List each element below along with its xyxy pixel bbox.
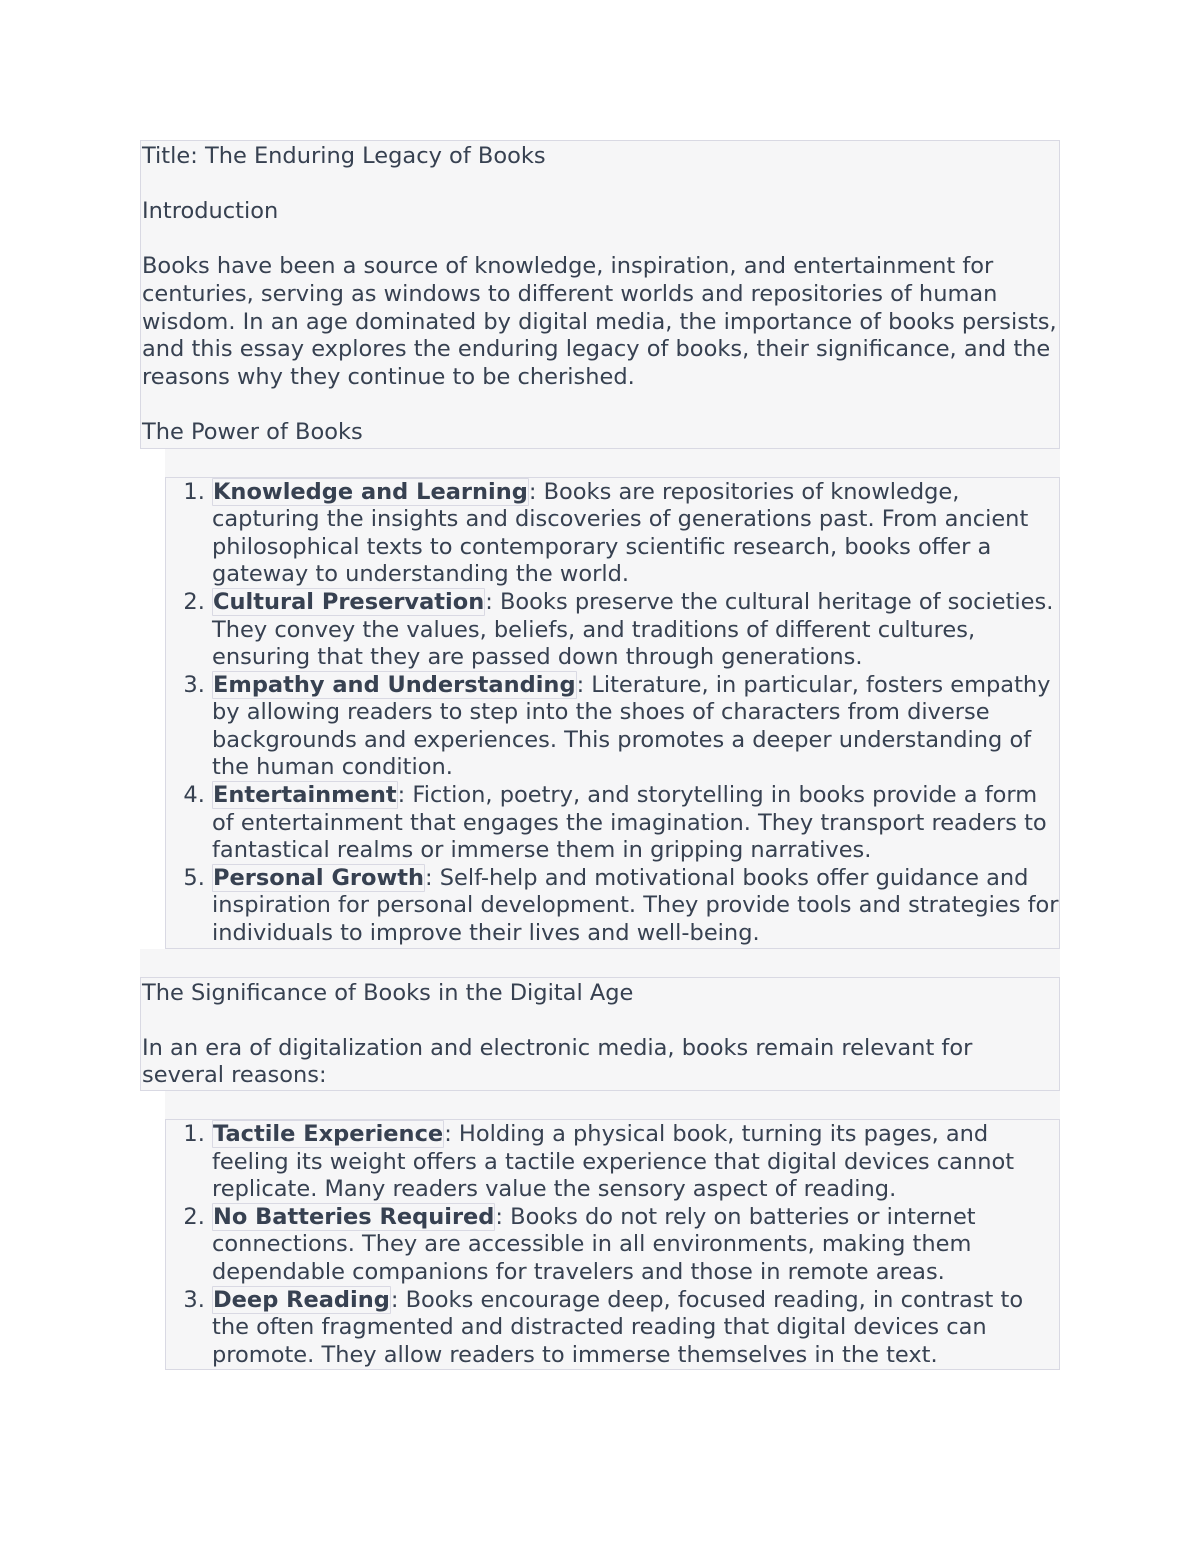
section-spacer <box>165 449 1060 477</box>
list-item-text: : Books preserve the cultural heritage of societies. They convey the values, beliefs, and traditions of different cultures, ensuring that they are passed down through generations. <box>212 588 1054 671</box>
power-list <box>166 478 1059 948</box>
document-page <box>140 140 1060 1370</box>
list-item <box>212 782 1059 865</box>
list-item-text: : Holding a physical book, turning its pages, and feeling its weight offers a tactile experience that digital devices cannot replicate. Many readers value the sensory aspect of reading. <box>212 1121 1015 1203</box>
list-item-text: : Fiction, poetry, and storytelling in books provide a form of entertainment that engages the imagination. They transport readers to fantastical realms or immerse them in gripping narratives. <box>212 782 1047 864</box>
intro-heading: Introduction <box>142 198 279 225</box>
list-item <box>212 1287 1059 1370</box>
list-item-term: Tactile Experience <box>213 1121 444 1147</box>
list-item-term: Deep Reading <box>213 1286 390 1313</box>
list-item-term: Personal Growth <box>213 864 425 891</box>
list-item-term: Knowledge and Learning <box>213 478 528 505</box>
section-spacer <box>165 1091 1060 1119</box>
digital-list-block <box>165 1119 1060 1370</box>
list-item <box>212 1204 1059 1287</box>
power-heading: The Power of Books <box>142 418 363 445</box>
section-spacer <box>140 949 1060 977</box>
list-item <box>212 672 1059 782</box>
digital-list <box>166 1120 1059 1369</box>
intro-block <box>140 140 1060 449</box>
digital-heading: The Significance of Books in the Digital Age <box>142 979 634 1006</box>
list-item-text: : Literature, in particular, fosters empathy by allowing readers to step into the shoes of characters from diverse backgrounds and experiences. This promotes a deeper understanding of the human condition. <box>212 671 1051 781</box>
digital-block <box>140 977 1060 1091</box>
document-title: Title: The Enduring Legacy of Books <box>142 143 546 169</box>
list-item <box>212 1121 1059 1204</box>
digital-paragraph: In an era of digitalization and electronic media, books remain relevant for several reasons: <box>142 1034 973 1089</box>
power-list-block <box>165 477 1060 949</box>
list-item <box>212 589 1059 672</box>
list-item <box>212 479 1059 589</box>
list-item-term: Cultural Preservation <box>213 588 485 615</box>
list-item-term: Entertainment <box>213 782 397 809</box>
list-item-text: : Self-help and motivational books offer guidance and inspiration for personal development. They provide tools and strategies for individuals to improve their lives and well-being. <box>212 864 1059 947</box>
list-item-term: No Batteries Required <box>213 1203 495 1230</box>
intro-paragraph: Books have been a source of knowledge, inspiration, and entertainment for centuries, serving as windows to different worlds and repositories of human wisdom. In an age dominated by digital media, the importance of books persists, and this essay explores the enduring legacy of books, their significance, and the reasons why they continue to be cherished. <box>142 253 1057 390</box>
list-item-text: : Books encourage deep, focused reading, in contrast to the often fragmented and distracted reading that digital devices can promote. They allow readers to immerse themselves in the text. <box>212 1286 1024 1368</box>
list-item-text: : Books are repositories of knowledge, capturing the insights and discoveries of generations past. From ancient philosophical texts to contemporary scientific research, books offer a gateway to understanding the world. <box>212 478 1029 588</box>
list-item <box>212 865 1059 948</box>
list-item-text: : Books do not rely on batteries or internet connections. They are accessible in all environments, making them dependable companions for travelers and those in remote areas. <box>212 1203 976 1285</box>
list-item-term: Empathy and Understanding <box>213 671 576 698</box>
